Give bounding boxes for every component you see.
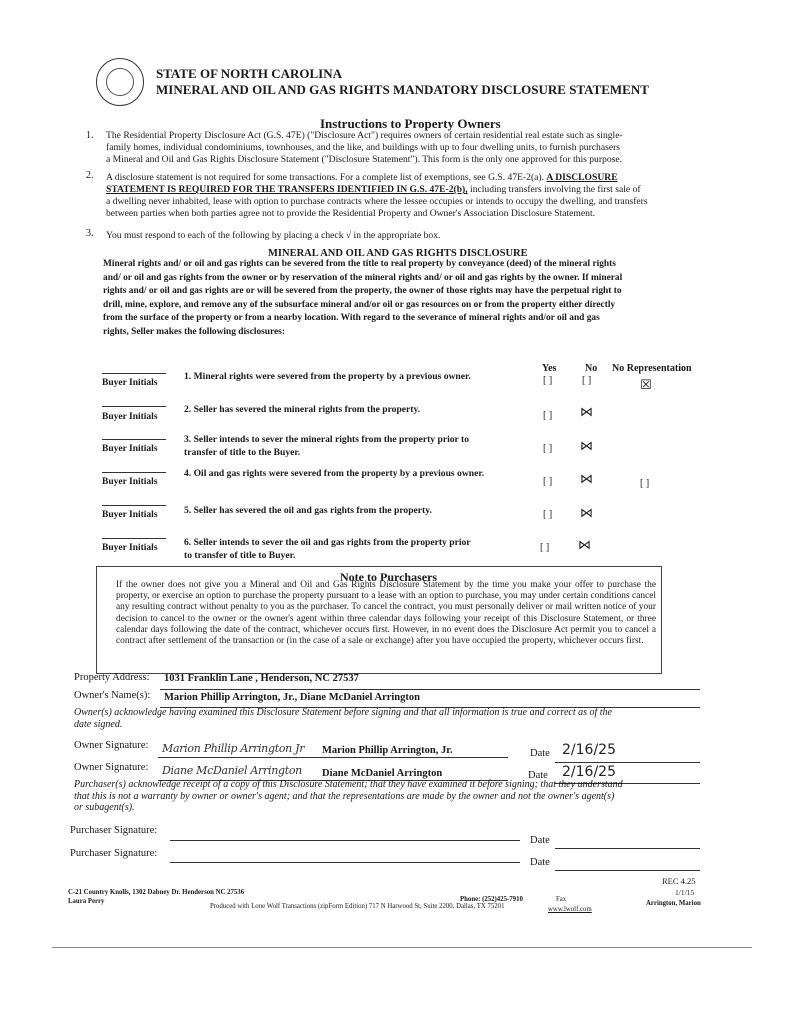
instruction-1 — [106, 130, 623, 166]
instruction-number: 2. — [86, 170, 94, 181]
no-checkbox[interactable]: ⋈ — [580, 405, 593, 420]
buyer-initials-label: Buyer Initials — [102, 543, 158, 553]
no-representation-checkbox[interactable]: [ ] — [640, 478, 650, 489]
owners-name-value[interactable]: Marion Phillip Arrington, Jr., Diane McDaniel Arrington — [164, 692, 420, 703]
buyer-initials-label: Buyer Initials — [102, 510, 158, 520]
purchaser-signature-label: Purchaser Signature: — [70, 825, 158, 836]
owner-printed-name: Diane McDaniel Arrington — [322, 768, 443, 779]
instruction-line: a dwelling never inhabited, lease with option to purchase contracts where the lessee occupies or intends to occupy the dwelling, and transfers — [106, 196, 648, 207]
instruction-2 — [106, 172, 648, 220]
date-label: Date — [530, 835, 550, 846]
instruction-3: You must respond to each of the following by placing a check √ in the appropriate box. — [106, 230, 441, 241]
no-checkbox[interactable]: [ ] — [582, 375, 592, 386]
buyer-initials-label: Buyer Initials — [102, 412, 158, 422]
owner-signature-label: Owner Signature: — [74, 762, 149, 773]
purchaser-signature-line[interactable] — [170, 862, 520, 863]
mineral-line: drill, mine, explore, and remove any of the subsurface mineral and/or oil or gas resources on or from the property either directly — [103, 299, 616, 310]
instruction-line: family homes, individual condominiums, townhouses, and the like, and buildings with up to four dwelling units, to furnish purchasers — [106, 142, 621, 153]
form-date: 1/1/15 — [675, 888, 695, 897]
date-label: Date — [530, 748, 550, 759]
brokerage: C-21 Country Knolls, 1302 Dabney Dr. Henderson NC 27536 — [68, 889, 245, 896]
owner-signature-line[interactable] — [158, 757, 508, 758]
form-code: REC 4.25 — [662, 876, 696, 886]
instruction-number: 3. — [86, 228, 94, 239]
mineral-section-heading: MINERAL AND OIL AND GAS RIGHTS DISCLOSURE — [268, 248, 528, 259]
instruction-line: A disclosure statement is not required for some transactions. For a complete list of exemptions, see G.S. 47E-2(a). — [106, 172, 545, 183]
instruction-emphasis: STATEMENT IS REQUIRED FOR THE TRANSFERS IDENTIFIED IN G.S. 47E-2(b), — [106, 184, 468, 195]
yes-checkbox[interactable]: [ ] — [543, 443, 553, 454]
agent-name: Laura Perry — [68, 898, 105, 905]
state-heading: STATE OF NORTH CAROLINA — [156, 66, 343, 81]
owner-signature-handwritten: Diane McDaniel Arrington — [162, 764, 302, 777]
question-text: 1. Mineral rights were severed from the property by a previous owner. — [184, 371, 471, 382]
question-text: 4. Oil and gas rights were severed from the property by a previous owner. — [184, 468, 485, 479]
question-text: 5. Seller has severed the oil and gas rights from the property. — [184, 505, 432, 516]
note-title: Note to Purchasers — [340, 570, 438, 584]
yes-checkbox[interactable]: [ ] — [543, 476, 553, 487]
mineral-line: rights and/ or oil and gas rights are or will be severed from the property, the owner of those rights may have the perpetual right to — [103, 286, 622, 296]
no-checkbox[interactable]: ⋈ — [580, 472, 593, 487]
column-yes: Yes — [542, 363, 557, 374]
no-checkbox[interactable]: ⋈ — [580, 506, 593, 521]
instruction-line: between parties when both parties agree not to provide the Residential Property and Owner's Association Disclosure Statement. — [106, 208, 596, 219]
owner-acknowledgement: Owner(s) acknowledge having examined this Disclosure Statement before signing and that all information is true and correct as of the date signed. — [74, 707, 612, 730]
mineral-section-text — [103, 258, 701, 339]
note-text: If the owner does not give you a Mineral and Oil and Gas Rights Disclosure Statement by the time you make your offer to purchase the property, or exercise an option to purchase the property pursuant to a lease with an option to purchase, you may under certain conditions cancel any resulting contract without penalty to you as the purchaser. To cancel the contract, you must personally deliver or mail written notice of your decision to cancel to the owner or the owner's agent within three calendar days following your receipt of this Disclosure Statement, or three calendar days following the date of the contract, whichever occurs first. However, in no event does the Disclosure Act permit you to cancel a contract after settlement of the transaction or (in the case of a sale or exchange) after you have occupied the property, whichever occurs first. — [116, 580, 656, 647]
owner-signature-label: Owner Signature: — [74, 740, 149, 751]
buyer-initials-line[interactable] — [102, 439, 166, 440]
yes-checkbox[interactable]: [ ] — [540, 542, 550, 553]
purchaser-acknowledgement: Purchaser(s) acknowledge receipt of a copy of this Disclosure Statement; that they have examined it before signing; that they understand that this is not a warranty by owner or owner's agent; and that the representations are made by the owner and not the owner's agent(s) or subagent(s). — [74, 779, 623, 813]
question-text: 2. Seller has severed the mineral rights from the property. — [184, 404, 421, 415]
instruction-emphasis: A DISCLOSURE — [546, 172, 618, 183]
buyer-initials-line[interactable] — [102, 538, 166, 539]
buyer-initials-line[interactable] — [102, 505, 166, 506]
instruction-line: The Residential Property Disclosure Act (G.S. 47E) ("Disclosure Act") requires owners of certain residential real estate such as single- — [106, 130, 623, 141]
buyer-initials-label: Buyer Initials — [102, 477, 158, 487]
owner-signature-date: 2/16/25 — [562, 764, 616, 780]
instruction-number: 1. — [86, 130, 94, 141]
instruction-line: a Mineral and Oil and Gas Rights Disclosure Statement ("Disclosure Statement"). This form is the only one approved for this purpose. — [106, 154, 623, 165]
instruction-line: including transfers involving the first sale of — [470, 184, 641, 195]
yes-checkbox[interactable]: [ ] — [543, 410, 553, 421]
mineral-line: from the surface of the property or from a nearby location. With regard to the severance of mineral rights and/or oil and gas — [103, 313, 600, 323]
buyer-initials-label: Buyer Initials — [102, 444, 158, 454]
website-link[interactable]: www.lwolf.com — [548, 906, 592, 913]
property-address-label: Property Address: — [74, 672, 150, 683]
buyer-initials-line[interactable] — [102, 373, 166, 374]
purchaser-signature-line[interactable] — [170, 840, 520, 841]
date-line[interactable] — [555, 848, 700, 849]
date-label: Date — [528, 770, 548, 781]
fax: Fax — [556, 896, 567, 903]
property-address-value[interactable]: 1031 Franklin Lane , Henderson, NC 27537 — [164, 673, 359, 684]
instructions-heading: Instructions to Property Owners — [320, 116, 501, 131]
purchaser-signature-label: Purchaser Signature: — [70, 848, 158, 859]
nc-real-estate-commission-seal-icon — [96, 58, 144, 106]
question-text: 6. Seller intends to sever the oil and gas rights from the property prior to transfer of title to Buyer. — [184, 537, 471, 561]
buyer-initials-label: Buyer Initials — [102, 378, 158, 388]
owners-name-label: Owner's Name(s): — [74, 690, 151, 701]
page-bottom-rule — [52, 947, 752, 948]
owner-printed-name: Marion Phillip Arrington, Jr. — [322, 745, 453, 756]
column-no: No — [585, 363, 598, 374]
property-address-line — [160, 689, 700, 690]
no-checkbox[interactable]: ⋈ — [580, 439, 593, 454]
form-title: MINERAL AND OIL AND GAS RIGHTS MANDATORY DISCLOSURE STATEMENT — [156, 82, 649, 97]
column-no-representation: No Representation — [612, 363, 692, 374]
mineral-line: rights, Seller makes the following disclosures: — [103, 326, 285, 337]
owner-signature-handwritten: Marion Phillip Arrington Jr — [162, 742, 305, 755]
yes-checkbox[interactable]: [ ] — [543, 375, 553, 386]
question-text: 3. Seller intends to sever the mineral rights from the property prior to transfer of title to the Buyer. — [184, 434, 470, 458]
produced-by: Produced with Lone Wolf Transactions (zipForm Edition) 717 N Harwood St, Suite 2200, Dallas, TX 75201 — [210, 903, 505, 910]
mineral-line: Mineral rights and/ or oil and gas rights can be severed from the title to real property by conveyance (deed) of the mineral rights — [103, 259, 616, 269]
owner-signature-date: 2/16/25 — [562, 742, 616, 758]
date-line[interactable] — [555, 870, 700, 871]
buyer-initials-line[interactable] — [102, 472, 166, 473]
buyer-initials-line[interactable] — [102, 406, 166, 407]
date-line[interactable] — [555, 762, 700, 763]
file-name: Arrington, Marion — [646, 900, 701, 907]
no-checkbox[interactable]: ⋈ — [578, 538, 591, 553]
phone: Phone: (252)425-7910 — [460, 896, 523, 903]
date-label: Date — [530, 857, 550, 868]
mineral-line: and/ or oil and gas rights from the owner or by reservation of the mineral rights and/ or oil and gas rights by the owner. If mineral — [103, 272, 623, 283]
yes-checkbox[interactable]: [ ] — [543, 509, 553, 520]
no-representation-checkbox[interactable]: ☒ — [640, 378, 652, 393]
